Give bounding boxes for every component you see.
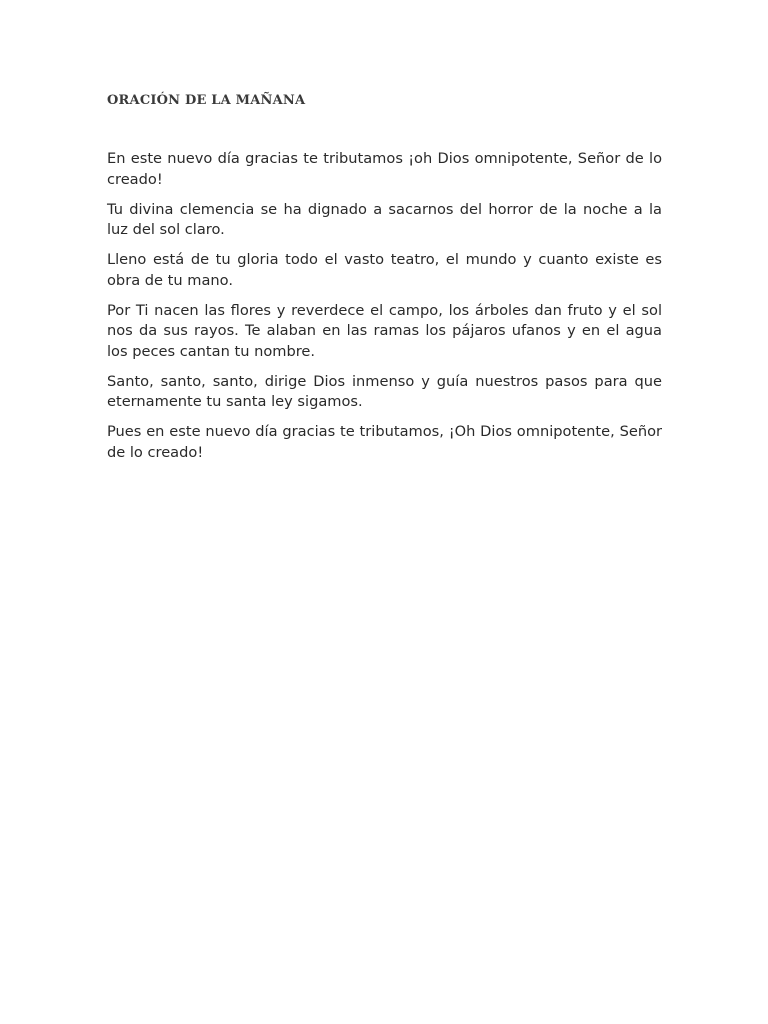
paragraph-3: Lleno está de tu gloria todo el vasto teatro, el mundo y cuanto existe es obra de tu mano.: [107, 251, 662, 289]
paragraph-2: Tu divina clemencia se ha dignado a sacarnos del horror de la noche a la luz del sol claro.: [107, 200, 662, 238]
paragraph-6: Pues en este nuevo día gracias te tributamos, ¡Oh Dios omnipotente, Señor de lo creado!: [107, 423, 662, 461]
paragraph-5: Santo, santo, santo, dirige Dios inmenso y guía nuestros pasos para que eternamente tu santa ley sigamos.: [107, 372, 662, 410]
document-title: ORACIÓN DE LA MAÑANA: [107, 93, 306, 108]
paragraph-4: Por Ti nacen las flores y reverdece el campo, los árboles dan fruto y el sol nos da sus rayos. Te alaban en las ramas los pájaros ufanos y en el agua los peces cantan tu nombre.: [107, 301, 662, 360]
prayer-body: [107, 149, 662, 473]
paragraph-1: En este nuevo día gracias te tributamos ¡oh Dios omnipotente, Señor de lo creado!: [107, 150, 662, 188]
